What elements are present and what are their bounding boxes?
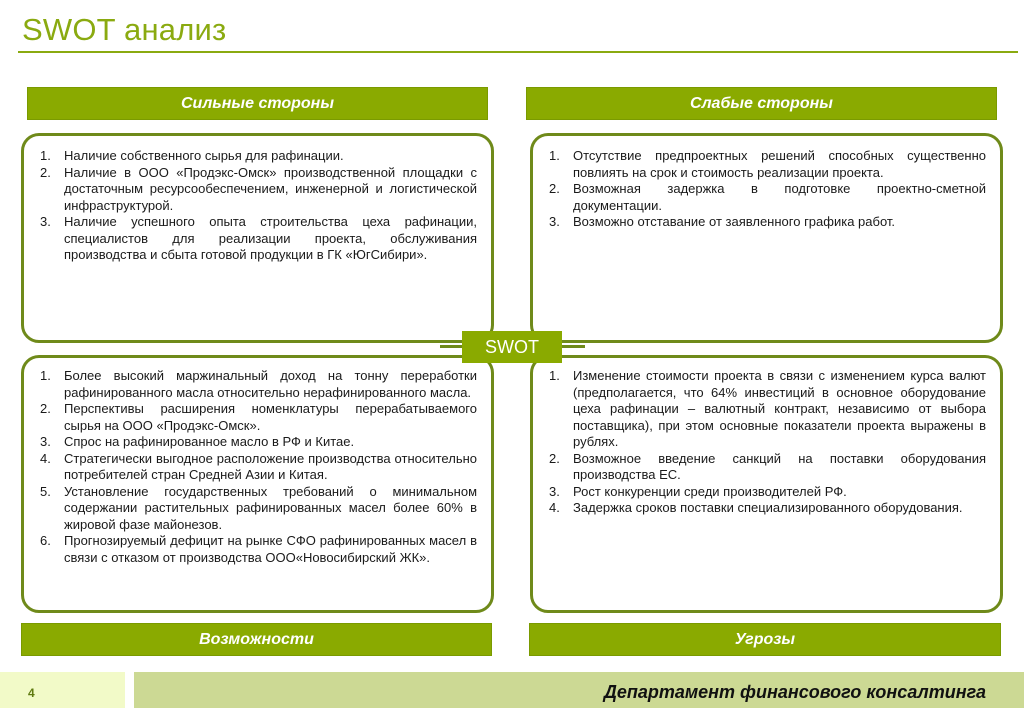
list-item: 2. Наличие в ООО «Продэкс-Омск» производственной площадки с достаточным ресурсообеспечением, инженерной и логистической инфраструктурой. [40, 164, 477, 213]
list-item: 2. Возможная задержка в подготовке проектно-сметной документации. [549, 181, 986, 213]
list-item: 1. Отсутствие предпроектных решений способных существенно повлиять на срок и стоимость реализации проекта. [549, 148, 986, 180]
list-item: 4. Стратегически выгодное расположение производства относительно потребителей стран Средней Азии и Китая. [40, 450, 477, 482]
list-item: 1. Наличие собственного сырья для рафинации. [40, 148, 344, 163]
threats-list [549, 368, 986, 517]
strengths-box [21, 133, 494, 343]
page-number: 4 [28, 686, 35, 700]
opportunities-header: Возможности [21, 623, 492, 656]
weaknesses-list [549, 148, 986, 231]
footer-page-panel [0, 672, 125, 708]
strengths-list [40, 148, 477, 264]
list-item: 6. Прогнозируемый дефицит на рынке СФО рафинированных масел в связи с отказом от производства ООО«Новосибирский ЖК». [40, 533, 477, 565]
weaknesses-box [530, 133, 1003, 343]
list-item: 3. Возможно отставание от заявленного графика работ. [549, 214, 896, 229]
threats-header: Угрозы [529, 623, 1001, 656]
opportunities-box [21, 355, 494, 613]
list-item: 3. Наличие успешного опыта строительства цеха рафинации, специалистов для реализации проекта, обслуживания производства и сбыта готовой продукции в ГК «ЮгСибири». [40, 214, 477, 262]
swot-center-label: SWOT [462, 331, 562, 363]
page-title: SWOT анализ [22, 12, 227, 47]
list-item: 3. Рост конкуренции среди производителей РФ. [549, 483, 847, 499]
opportunities-list [40, 368, 477, 566]
footer-department: Департамент финансового консалтинга [603, 682, 986, 702]
list-item: 3. Спрос на рафинированное масло в РФ и Китае. [40, 434, 355, 449]
weaknesses-header: Слабые стороны [526, 87, 997, 120]
title-divider [18, 51, 1018, 53]
threats-box [530, 355, 1003, 613]
strengths-header: Сильные стороны [27, 87, 488, 120]
list-item: 1. Изменение стоимости проекта в связи с изменением курса валют (предполагается, что 64% инвестиций в основное оборудование цеха рафинации – валютный контракт, независимо от выбора поставщика), при этом основные показатели проекта выражены в рублях. [549, 368, 986, 449]
list-item: 1. Более высокий маржинальный доход на тонну переработки рафинированного масла относительно нерафинированного масла. [40, 368, 477, 400]
list-item: 2. Перспективы расширения номенклатуры перерабатываемого сырья на ООО «Продэкс-Омск». [40, 401, 477, 433]
list-item: 4. Задержка сроков поставки специализированного оборудования. [549, 500, 963, 515]
list-item: 5. Установление государственных требований о минимальном содержании растительных рафинированных масел более 60% в жировой фазе майонезов. [40, 483, 477, 532]
list-item: 2. Возможное введение санкций на поставки оборудования производства ЕС. [549, 450, 986, 482]
